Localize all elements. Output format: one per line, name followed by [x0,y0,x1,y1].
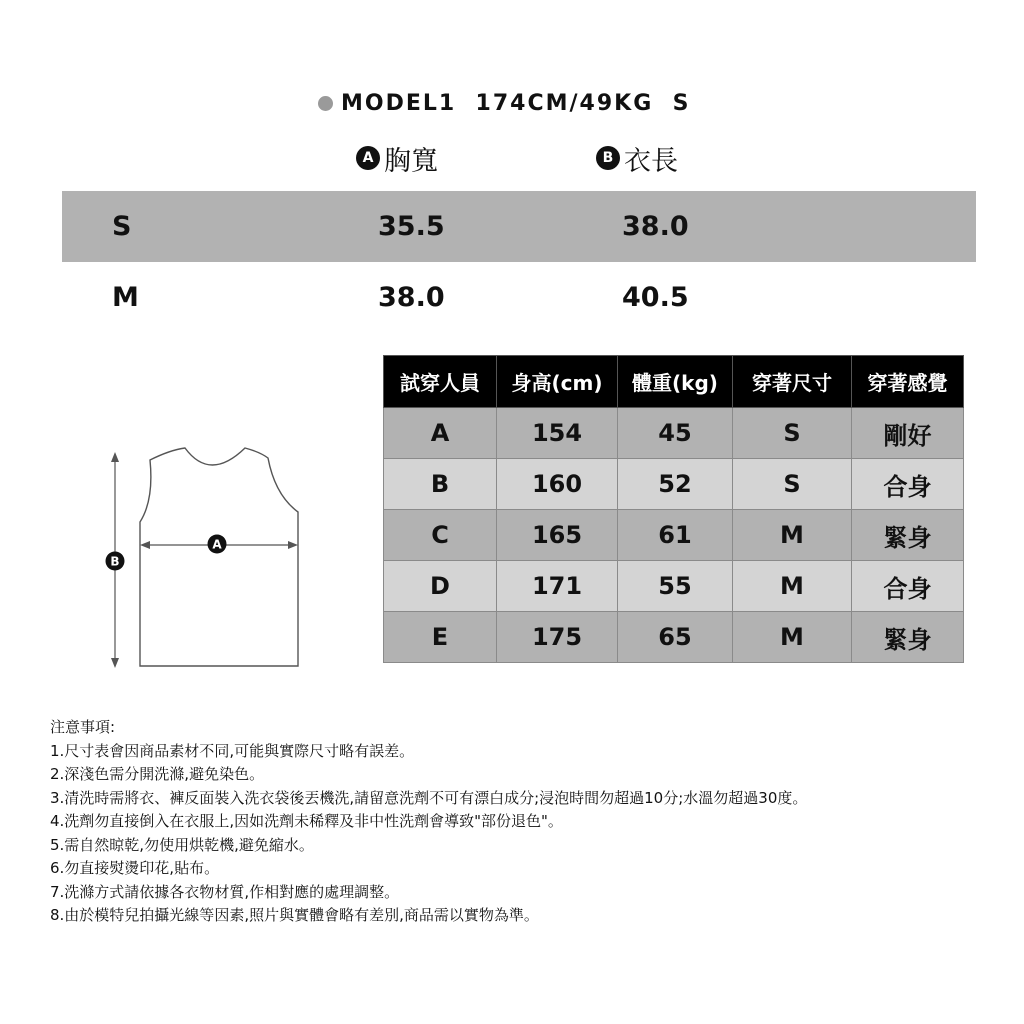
length-value: 38.0 [622,211,689,242]
note-item: 2.深淺色需分開洗滌,避免染色。 [50,765,265,783]
tester-cell: B [384,459,497,510]
note-item: 7.洗滌方式請依據各衣物材質,作相對應的處理調整。 [50,882,400,901]
weight-cell: 55 [618,561,733,612]
note-item: 6.勿直接熨燙印花,貼布。 [50,859,220,877]
fit-cell: 緊身 [852,612,964,663]
model-measurements: MODEL1 174CM/49KG S [341,90,691,116]
header-fit-feel: 穿著感覺 [852,356,964,408]
column-header-chest-label: 胸寬 [384,145,438,177]
header-tester: 試穿人員 [384,356,497,408]
weight-cell: 52 [618,459,733,510]
header-size-worn: 穿著尺寸 [733,356,852,408]
column-header-length-label: 衣長 [624,145,678,177]
note-item: 5.需自然晾乾,勿使用烘乾機,避免縮水。 [50,835,314,854]
size-cell: S [733,459,852,510]
table-row [384,459,964,510]
height-cell: 175 [497,612,618,663]
note-item: 3.清洗時需將衣、褲反面裝入洗衣袋後丟機洗,請留意洗劑不可有漂白成分;浸泡時間勿超過10分;水溫勿超過30度。 [50,788,808,807]
fit-cell: 剛好 [852,408,964,459]
marker-a-icon: A [356,146,380,170]
tester-cell: D [384,561,497,612]
table-row [384,561,964,612]
chest-value: 38.0 [378,282,445,313]
marker-b-icon: B [596,146,620,170]
header-height: 身高(cm) [497,356,618,408]
notes-title: 注意事項: [50,718,116,736]
length-value: 40.5 [622,282,689,313]
marker-a-label: A [212,537,222,552]
care-notes [50,716,1010,928]
size-cell: M [733,561,852,612]
fit-table-header-row [384,356,964,408]
height-cell: 171 [497,561,618,612]
fit-cell: 緊身 [852,510,964,561]
tank-top-outline [140,448,298,666]
table-row [384,510,964,561]
weight-cell: 65 [618,612,733,663]
size-row [62,262,976,333]
marker-a-icon [208,535,227,554]
size-label: M [112,282,139,313]
size-cell: S [733,408,852,459]
marker-b-icon [106,552,125,571]
chest-value: 35.5 [378,211,445,242]
tester-cell: A [384,408,497,459]
note-item: 4.洗劑勿直接倒入在衣服上,因如洗劑未稀釋及非中性洗劑會導致"部份退色"。 [50,812,563,830]
weight-cell: 45 [618,408,733,459]
table-row [384,612,964,663]
size-row [62,191,976,262]
note-item: 8.由於模特兒拍攝光線等因素,照片與實體會略有差別,商品需以實物為準。 [50,906,539,924]
fit-cell: 合身 [852,561,964,612]
fit-cell: 合身 [852,459,964,510]
size-cell: M [733,510,852,561]
model-info [318,88,690,118]
note-item: 1.尺寸表會因商品素材不同,可能與實際尺寸略有誤差。 [50,741,415,760]
weight-cell: 61 [618,510,733,561]
tester-cell: E [384,612,497,663]
column-header-chest [356,140,438,176]
height-cell: 154 [497,408,618,459]
fit-table [383,355,964,663]
height-cell: 160 [497,459,618,510]
marker-b-label: B [110,554,120,569]
height-cell: 165 [497,510,618,561]
size-label: S [112,211,132,242]
size-cell: M [733,612,852,663]
header-weight: 體重(kg) [618,356,733,408]
tank-top-diagram [100,440,320,675]
tester-cell: C [384,510,497,561]
table-row [384,408,964,459]
column-header-length [596,140,678,176]
bullet-dot-icon [318,96,333,111]
